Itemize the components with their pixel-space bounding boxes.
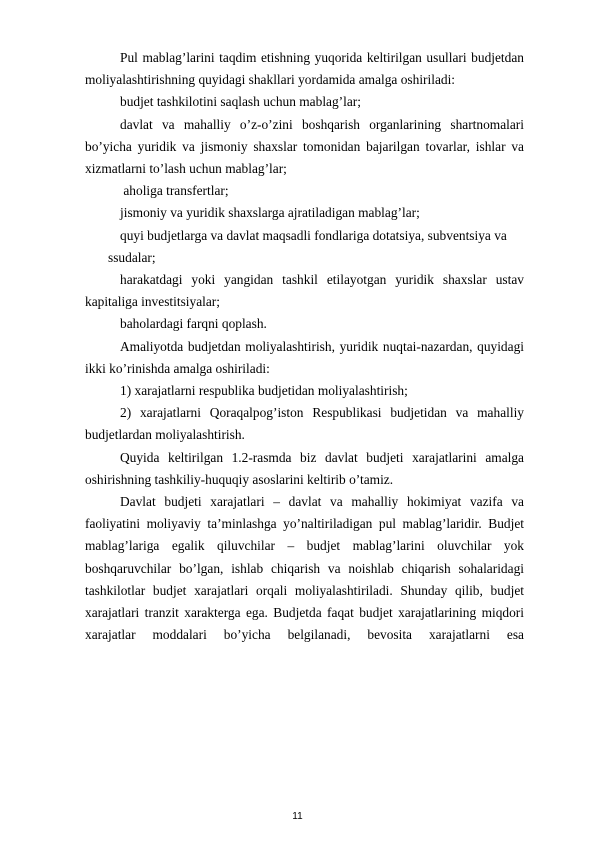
list-item: harakatdagi yoki yangidan tashkil etilayotgan yuridik shaxslar ustav kapitaliga investitsiyalar; [85, 272, 524, 310]
paragraph: Quyida keltirilgan 1.2-rasmda biz davlat budjeti xarajatlarini amalga oshirishning tashkiliy-huquqiy asoslarini keltirib o’tamiz. [85, 449, 524, 487]
numbered-item: 1) xarajatlarni respublika budjetidan moliyalashtirish; [120, 383, 408, 399]
paragraph: Amaliyotda budjetdan moliyalashtirish, yuridik nuqtai-nazardan, quyidagi ikki ko’rinishda amalga oshiriladi: [85, 338, 524, 376]
page-number: 11 [292, 811, 303, 822]
list-item: quyi budjetlarga va davlat maqsadli fondlariga dotatsiya, subventsiya va [120, 227, 507, 243]
list-item: aholiga transfertlar; [120, 183, 229, 199]
paragraph-intro: Pul mablag’larini taqdim etishning yuqorida keltirilgan usullari budjetdan moliyalashtirishning quyidagi shakllari yordamida amalga oshiriladi: [85, 50, 524, 88]
list-item: davlat va mahalliy o’z-o’zini boshqarish organlarining shartnomalari bo’yicha yuridik va jismoniy shaxslar tomonidan bajarilgan tovarlar, ishlar va xizmatlarni to’lash uchun mablag’lar; [85, 116, 524, 177]
numbered-item: 2) xarajatlarni Qoraqalpog’iston Respublikasi budjetidan va mahalliy budjetlardan moliyalashtirish. [85, 405, 524, 443]
list-item: jismoniy va yuridik shaxslarga ajratiladigan mablag’lar; [120, 205, 420, 221]
list-item: baholardagi farqni qoplash. [120, 316, 267, 332]
paragraph: Davlat budjeti xarajatlari – davlat va mahalliy hokimiyat vazifa va faoliyatini moliyaviy ta’minlashga yo’naltiriladigan pul mablag’laridir. Budjet mablag’lariga egalik qiluvchilar – budjet mablag’larini oluvchilar yok boshqaruvchilar bo’lgan, ishlab chiqarish va noishlab chiqarish sohalaridagi tashkilotlar budjet xarajatlari orqali moliyalashtiriladi. Shunday qilib, budjet xarajatlari tranzit xarakterga ega. Budjetda faqat budjet xarajatlarining miqdori xarajatlar moddalari bo’yicha belgilanadi, bevosita xarajatlarni esa [85, 494, 524, 643]
document-body [85, 47, 524, 646]
list-item-continuation: ssudalar; [108, 249, 156, 265]
list-item: budjet tashkilotini saqlash uchun mablag’lar; [120, 94, 361, 110]
